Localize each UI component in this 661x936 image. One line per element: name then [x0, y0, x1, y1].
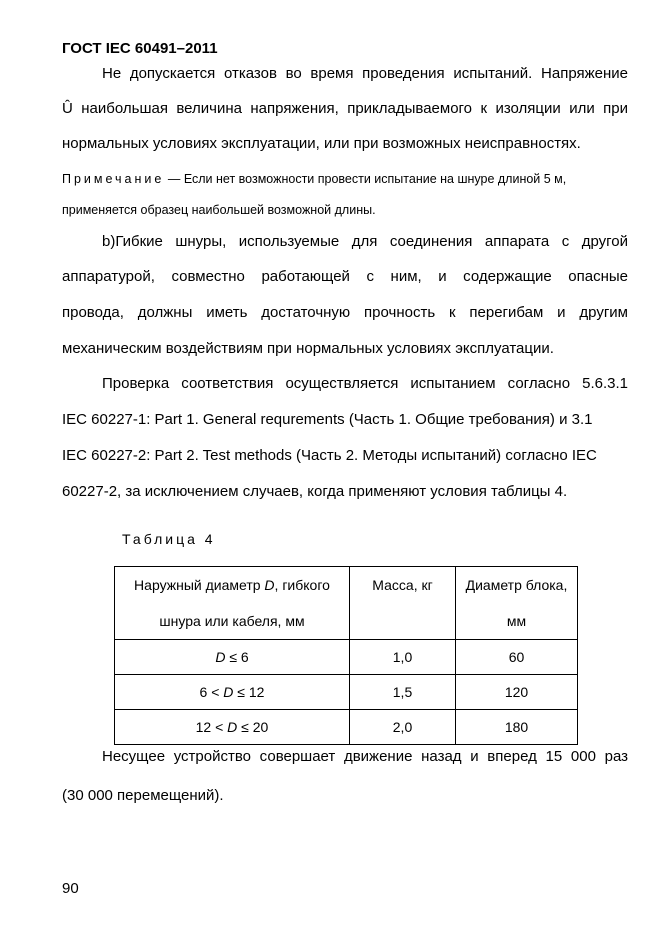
- paragraph-line: Проверка соответствия осуществляется испытанием согласно 5.6.3.1: [102, 375, 628, 392]
- paragraph-line: аппаратурой, совместно работающей с ним, и содержащие опасные: [62, 268, 628, 285]
- page-number: 90: [62, 880, 79, 897]
- table-caption: Таблица 4: [122, 531, 216, 547]
- table-row: [115, 710, 578, 745]
- cell-block: 120: [456, 675, 578, 710]
- paragraph-line: Не допускается отказов во время проведения испытаний. Напряжение: [102, 65, 628, 82]
- note-line: [62, 172, 566, 186]
- cell-block: 60: [456, 640, 578, 675]
- header-outer-diameter: Наружный диаметр D, гибкого шнура или кабеля, мм: [115, 567, 350, 640]
- cell-diameter: 12 < D ≤ 20: [115, 710, 350, 745]
- cell-mass: 1,0: [350, 640, 456, 675]
- cell-diameter: D ≤ 6: [115, 640, 350, 675]
- data-table: [114, 566, 578, 745]
- paragraph-line: нормальных условиях эксплуатации, или при возможных неисправностях.: [62, 135, 581, 152]
- cell-diameter: 6 < D ≤ 12: [115, 675, 350, 710]
- paragraph-line: 60227-2, за исключением случаев, когда применяют условия таблицы 4.: [62, 483, 568, 500]
- paragraph-line: IEC 60227-1: Part 1. General requrements (Часть 1. Общие требования) и 3.1: [62, 411, 593, 428]
- cell-mass: 2,0: [350, 710, 456, 745]
- cell-block: 180: [456, 710, 578, 745]
- paragraph-line: Û наибольшая величина напряжения, прикладываемого к изоляции или при: [62, 100, 628, 117]
- note-label: Примечание: [62, 172, 165, 186]
- paragraph-line: провода, должны иметь достаточную прочность к перегибам и другим: [62, 304, 628, 321]
- cell-mass: 1,5: [350, 675, 456, 710]
- document-code: ГОСТ IEC 60491–2011: [62, 40, 218, 57]
- table-row: [115, 675, 578, 710]
- table-row: [115, 640, 578, 675]
- table-header-row: [115, 567, 578, 640]
- paragraph-line: (30 000 перемещений).: [62, 787, 224, 804]
- header-mass: Масса, кг: [350, 567, 456, 640]
- note-line: применяется образец наибольшей возможной длины.: [62, 203, 376, 217]
- paragraph-line: IEC 60227-2: Part 2. Test methods (Часть 2. Методы испытаний) согласно IEC: [62, 447, 597, 464]
- paragraph-line: Несущее устройство совершает движение назад и вперед 15 000 раз: [102, 748, 628, 765]
- note-text: — Если нет возможности провести испытание на шнуре длиной 5 м,: [167, 172, 567, 186]
- paragraph-line: b)Гибкие шнуры, используемые для соединения аппарата с другой: [102, 233, 628, 250]
- header-block-diameter: Диаметр блока, мм: [456, 567, 578, 640]
- paragraph-line: механическим воздействиям при нормальных условиях эксплуатации.: [62, 340, 554, 357]
